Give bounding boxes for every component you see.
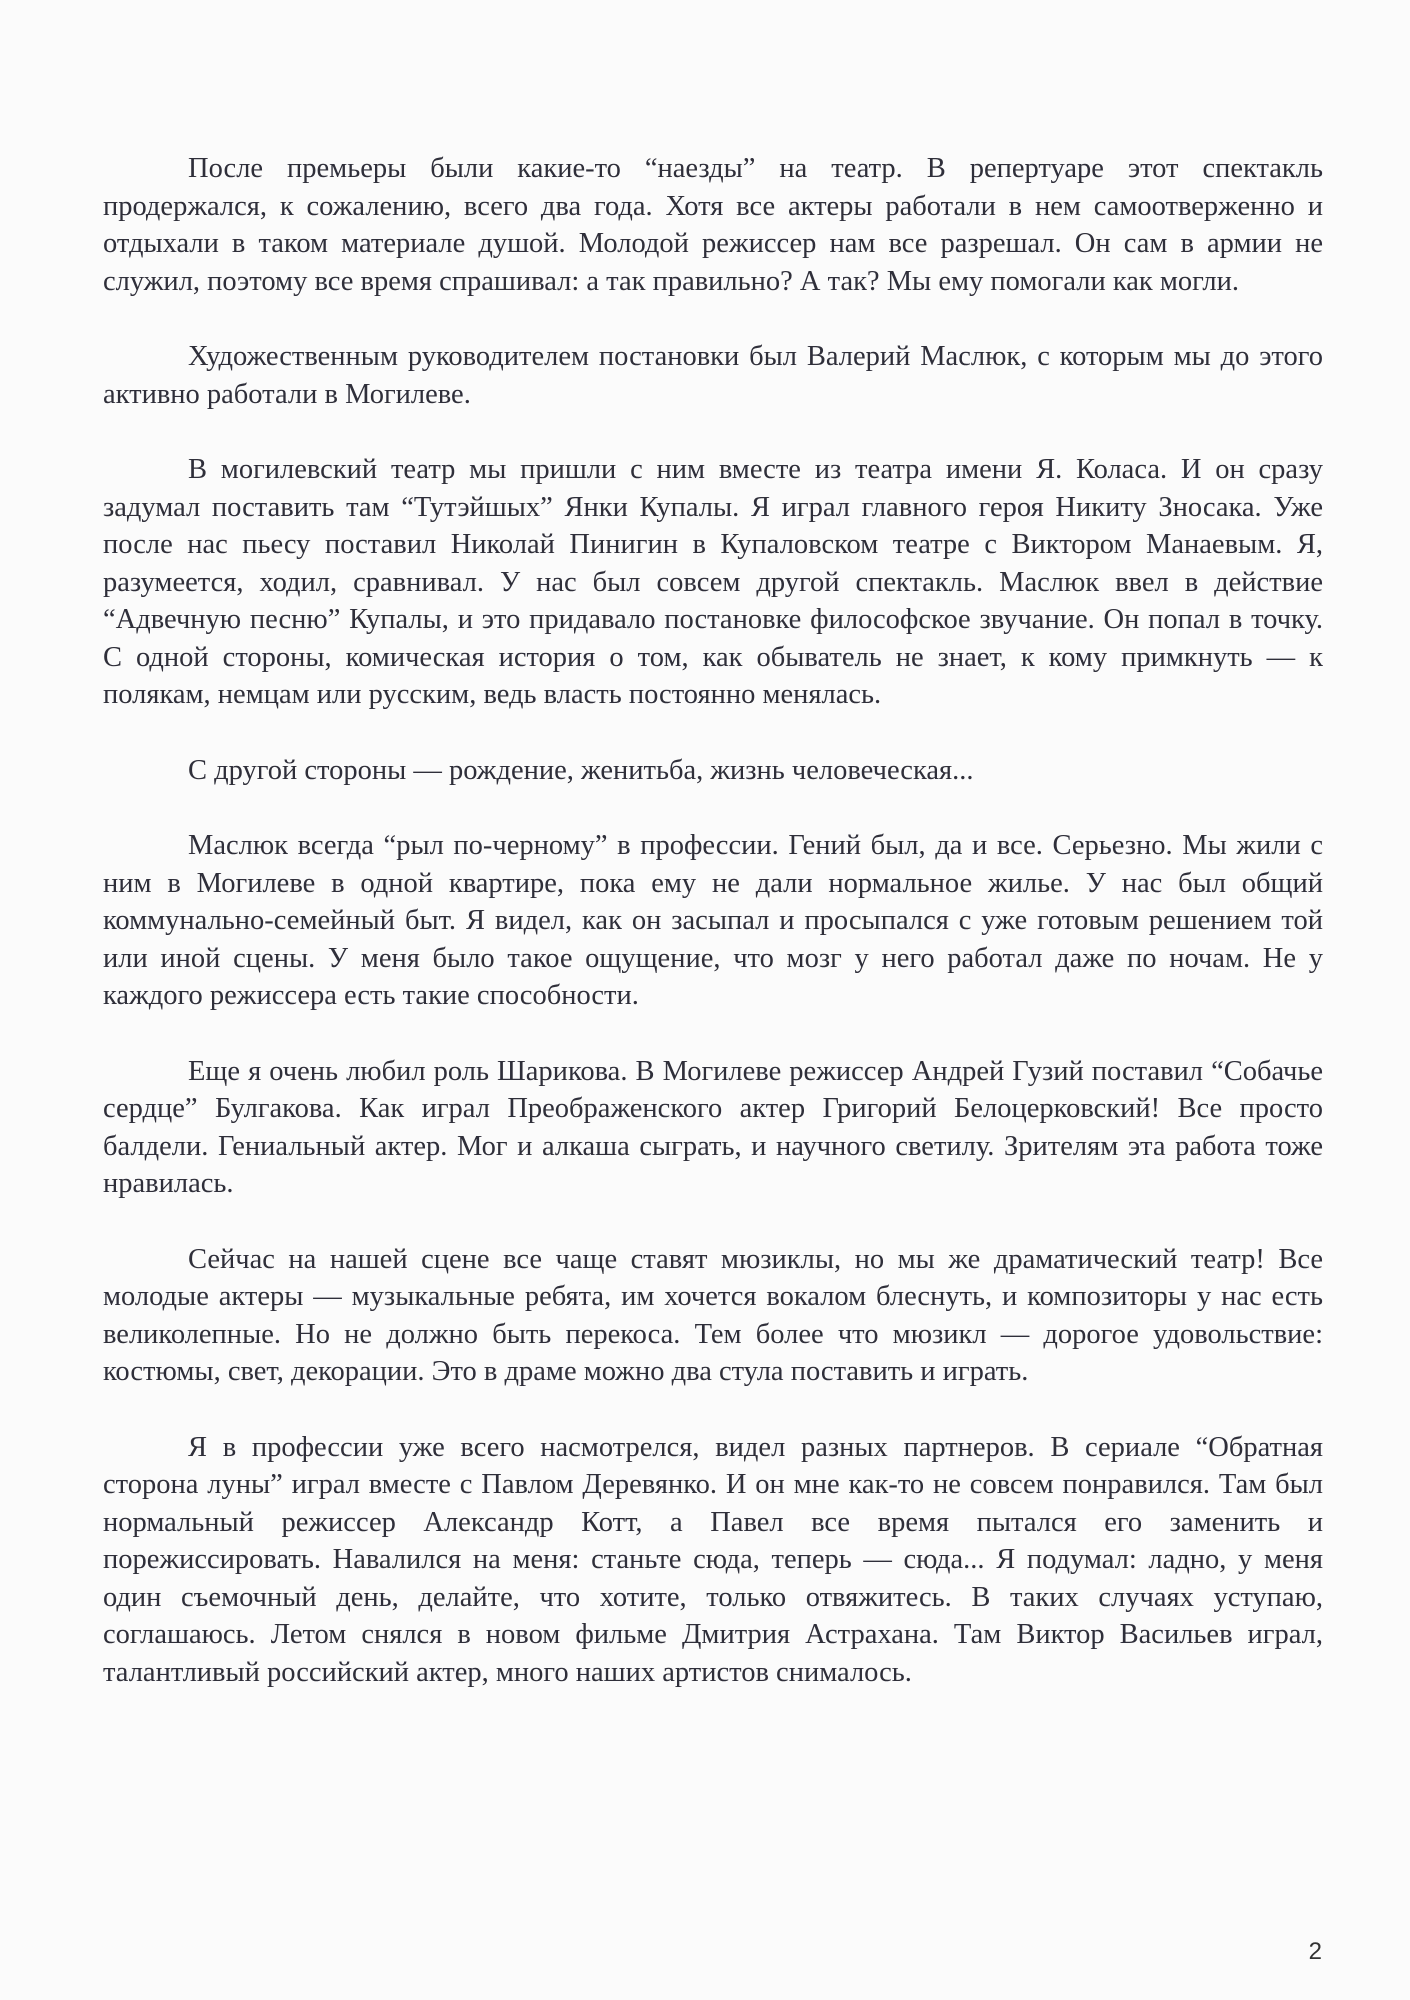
paragraph-4: С другой стороны — рождение, женитьба, жизнь человеческая...	[188, 754, 974, 786]
paragraph-6: Еще я очень любил роль Шарикова. В Могилеве режиссер Андрей Гузий поставил “Собачье сердце” Булгакова. Как играл Преображенского актер Григорий Белоцерковский! Все просто балдели. Гениальный актер. Мог и алкаша сыграть, и научного светилу. Зрителям эта работа тоже нравилась.	[103, 1055, 1323, 1199]
paragraph-8: Я в профессии уже всего насмотрелся, видел разных партнеров. В сериале “Обратная сторона луны” играл вместе с Павлом Деревянко. И он мне как-то не совсем понравился. Там был нормальный режиссер Александр Котт, а Павел все время пытался его заменить и порежиссировать. Навалился на меня: станьте сюда, теперь — сюда... Я подумал: ладно, у меня один съемочный день, делайте, что хотите, только отвяжитесь. В таких случаях уступаю, соглашаюсь. Летом снялся в новом фильме Дмитрия Астрахана. Там Виктор Васильев играл, талантливый российский актер, много наших артистов снималось.	[103, 1431, 1323, 1688]
paragraph-2: Художественным руководителем постановки был Валерий Маслюк, с которым мы до этого активно работали в Могилеве.	[103, 341, 1323, 410]
paragraph-3: В могилевский театр мы пришли с ним вместе из театра имени Я. Коласа. И он сразу задумал поставить там “Тутэйшых” Янки Купалы. Я играл главного героя Никиту Зносака. Уже после нас пьесу поставил Николай Пинигин в Купаловском театре с Виктором Манаевым. Я, разумеется, ходил, сравнивал. У нас был совсем другой спектакль. Маслюк ввел в действие “Адвечную песню” Купалы, и это придавало постановке философское звучание. Он попал в точку. С одной стороны, комическая история о том, как обыватель не знает, к кому примкнуть — к полякам, немцам или русским, ведь власть постоянно менялась.	[103, 454, 1323, 710]
paragraph-5: Маслюк всегда “рыл по-черному” в профессии. Гений был, да и все. Серьезно. Мы жили с ним в Могилеве в одной квартире, пока ему не дали нормальное жилье. У нас был общий коммунально-семейный быт. Я видел, как он засыпал и просыпался с уже готовым решением той или иной сцены. У меня было такое ощущение, что мозг у него работал даже по ночам. Не у каждого режиссера есть такие способности.	[103, 830, 1323, 1011]
paragraph-1: После премьеры были какие-то “наезды” на театр. В репертуаре этот спектакль продержался, к сожалению, всего два года. Хотя все актеры работали в нем самоотверженно и отдыхали в таком материале душой. Молодой режиссер нам все разрешал. Он сам в армии не служил, поэтому все время спрашивал: а так правильно? А так? Мы ему помогали как могли.	[103, 153, 1323, 297]
page-number: 2	[1308, 1938, 1322, 1965]
paragraph-7: Сейчас на нашей сцене все чаще ставят мюзиклы, но мы же драматический театр! Все молодые актеры — музыкальные ребята, им хочется вокалом блеснуть, и композиторы у нас есть великолепные. Но не должно быть перекоса. Тем более что мюзикл — дорогое удовольствие: костюмы, свет, декорации. Это в драме можно два стула поставить и играть.	[103, 1243, 1323, 1387]
body-text	[103, 150, 1323, 1729]
